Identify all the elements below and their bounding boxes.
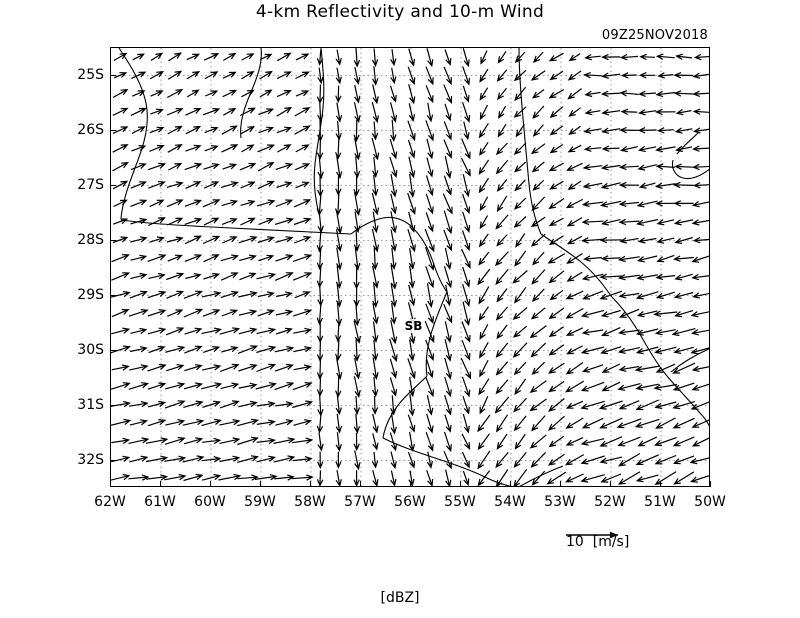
y-tick-label: 29S — [77, 286, 104, 303]
x-tick-mark — [110, 481, 111, 487]
x-tick-mark — [310, 481, 311, 487]
map-plot-area — [110, 47, 710, 487]
y-tick-mark — [110, 295, 116, 296]
x-tick-mark — [260, 481, 261, 487]
reference-vector-value: 10 — [566, 534, 584, 550]
wind-vector-field — [111, 48, 710, 487]
x-tick-label: 52W — [594, 494, 626, 510]
x-tick-label: 56W — [394, 494, 426, 510]
x-tick-mark — [360, 481, 361, 487]
x-tick-mark — [610, 481, 611, 487]
y-tick-label: 28S — [77, 231, 104, 248]
y-tick-mark — [110, 75, 116, 76]
y-tick-label: 26S — [77, 121, 104, 138]
colorbar-units-label: [dBZ] — [380, 590, 420, 606]
timestamp-label: 09Z25NOV2018 — [601, 28, 708, 43]
x-tick-mark — [410, 481, 411, 487]
y-tick-mark — [110, 240, 116, 241]
x-tick-label: 55W — [444, 494, 476, 510]
station-label-sb: SB — [404, 318, 423, 333]
x-tick-mark — [210, 481, 211, 487]
x-tick-mark — [160, 481, 161, 487]
wind-arrows — [111, 48, 710, 487]
x-tick-label: 60W — [194, 494, 226, 510]
reference-vector-units: [m/s] — [592, 534, 630, 550]
page-title: 4-km Reflectivity and 10-m Wind — [255, 2, 545, 22]
x-tick-mark — [710, 481, 711, 487]
x-tick-label: 50W — [694, 494, 726, 510]
y-tick-mark — [110, 350, 116, 351]
x-tick-label: 61W — [144, 494, 176, 510]
x-tick-label: 58W — [294, 494, 326, 510]
y-tick-mark — [110, 405, 116, 406]
y-tick-mark — [110, 185, 116, 186]
y-tick-label: 25S — [77, 66, 104, 83]
x-tick-label: 54W — [494, 494, 526, 510]
y-tick-label: 27S — [77, 176, 104, 193]
coastline-borders — [119, 48, 710, 487]
y-tick-label: 30S — [77, 341, 104, 358]
x-tick-label: 62W — [94, 494, 126, 510]
x-tick-label: 57W — [344, 494, 376, 510]
x-tick-mark — [660, 481, 661, 487]
x-tick-mark — [510, 481, 511, 487]
y-tick-label: 32S — [77, 451, 104, 468]
x-tick-mark — [560, 481, 561, 487]
y-tick-mark — [110, 130, 116, 131]
y-tick-mark — [110, 460, 116, 461]
x-tick-label: 51W — [644, 494, 676, 510]
x-tick-mark — [460, 481, 461, 487]
x-tick-label: 53W — [544, 494, 576, 510]
y-tick-label: 31S — [77, 396, 104, 413]
reference-vector-label — [566, 534, 629, 550]
x-tick-label: 59W — [244, 494, 276, 510]
